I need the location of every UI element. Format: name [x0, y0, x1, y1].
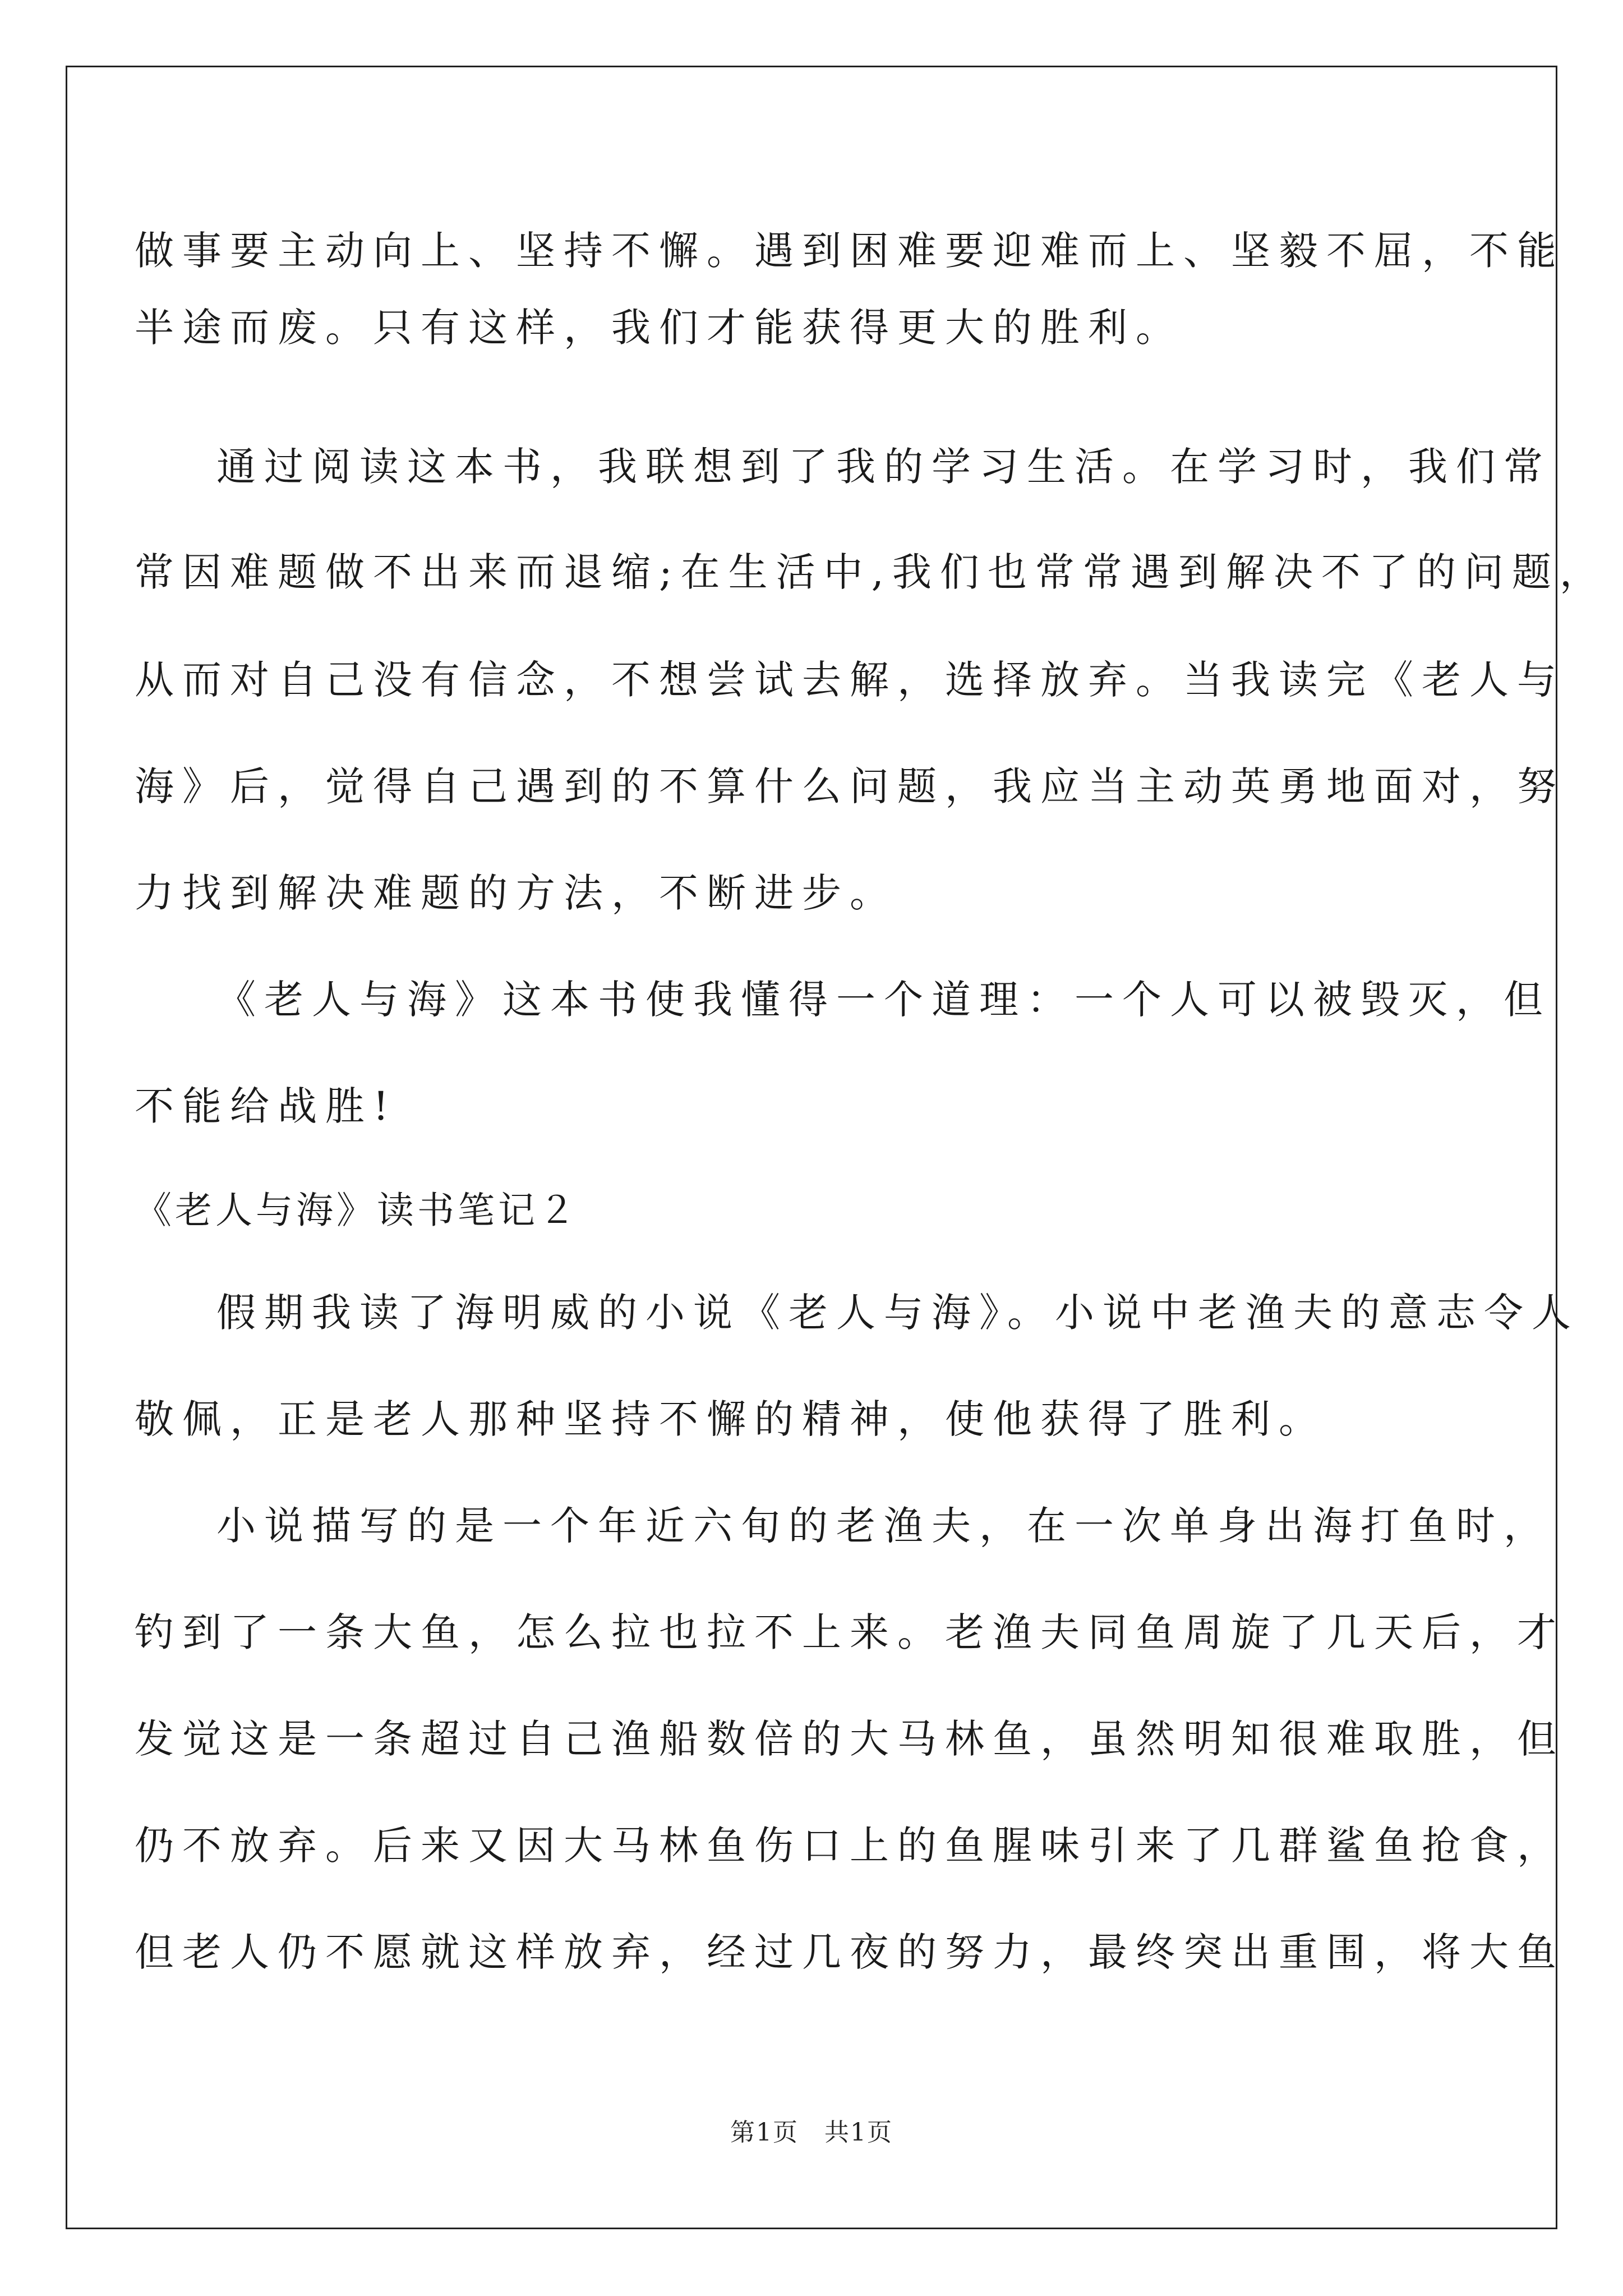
paragraph-line: 半途而废。只有这样，我们才能获得更大的胜利。	[135, 305, 1183, 351]
paragraph-line: 常因难题做不出来而退缩;在生活中,我们也常常遇到解决不了的问题，	[135, 549, 1607, 595]
paragraph-line: 不能给战胜!	[135, 1083, 398, 1129]
paragraph-line: 海》后，觉得自己遇到的不算什么问题，我应当主动英勇地面对，努	[135, 763, 1565, 809]
paragraph-line: 从而对自己没有信念，不想尝试去解，选择放弃。当我读完《老人与	[135, 657, 1565, 703]
paragraph-line: 做事要主动向上、坚持不懈。遇到困难要迎难而上、坚毅不屈，不能	[135, 228, 1565, 274]
paragraph-line: 《老人与海》这本书使我懂得一个道理：一个人可以被毁灭，但	[216, 977, 1551, 1023]
paragraph-line: 但老人仍不愿就这样放弃，经过几夜的努力，最终突出重围，将大鱼	[135, 1929, 1565, 1975]
paragraph-line: 小说描写的是一个年近六旬的老渔夫，在一次单身出海打鱼时，	[216, 1503, 1551, 1549]
page-number-footer: 第1页 共1页	[730, 2118, 893, 2147]
page-frame	[66, 66, 1557, 2229]
paragraph-line: 通过阅读这本书，我联想到了我的学习生活。在学习时，我们常	[216, 444, 1551, 490]
paragraph-line: 力找到解决难题的方法，不断进步。	[135, 870, 897, 916]
paragraph-line: 敬佩，正是老人那种坚持不懈的精神，使他获得了胜利。	[135, 1396, 1326, 1442]
paragraph-line: 钓到了一条大鱼，怎么拉也拉不上来。老渔夫同鱼周旋了几天后，才	[135, 1609, 1565, 1655]
paragraph-line: 发觉这是一条超过自己渔船数倍的大马林鱼，虽然明知很难取胜，但	[135, 1716, 1565, 1762]
paragraph-line: 假期我读了海明威的小说《老人与海》。小说中老渔夫的意志令人	[216, 1290, 1579, 1336]
section-heading: 《老人与海》读书笔记２	[135, 1189, 579, 1232]
paragraph-line: 仍不放弃。后来又因大马林鱼伤口上的鱼腥味引来了几群鲨鱼抢食，	[135, 1823, 1565, 1869]
